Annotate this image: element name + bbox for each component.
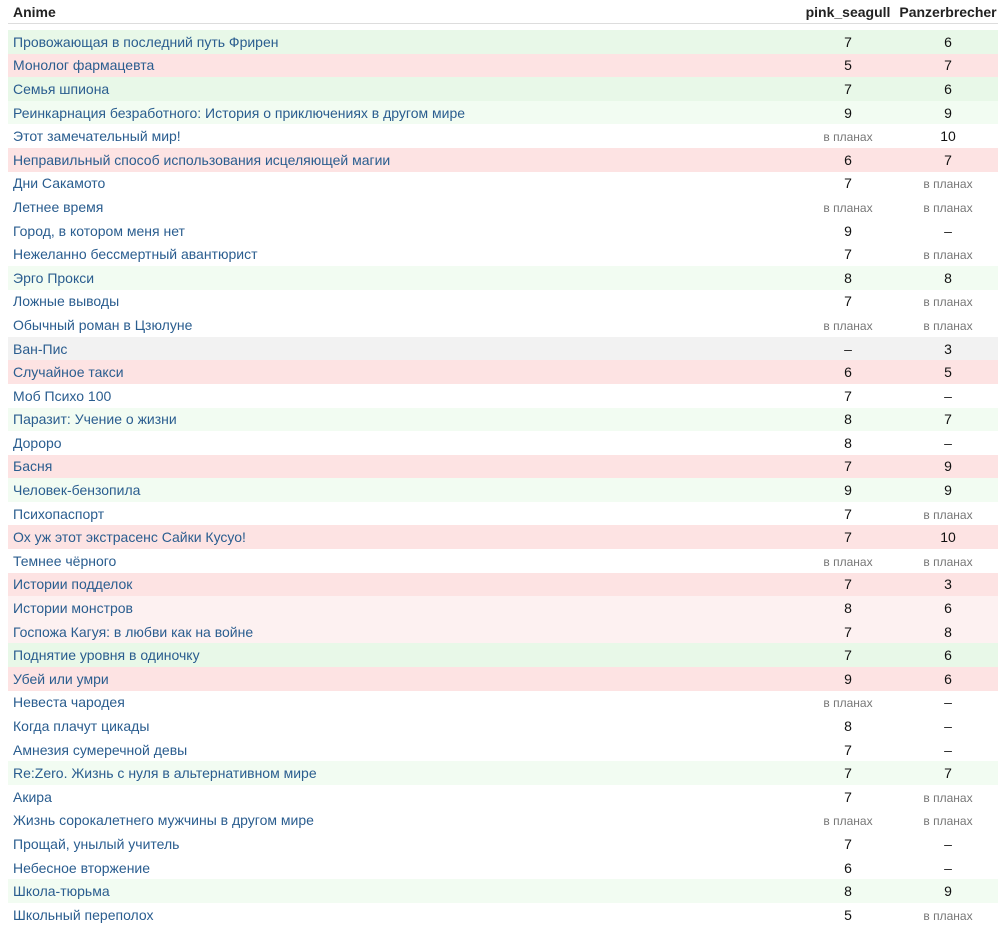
table-row — [8, 290, 998, 314]
score-value: 8 — [844, 411, 852, 428]
table-row — [8, 809, 998, 833]
anime-title-link[interactable]: Школа-тюрьма — [13, 883, 110, 900]
anime-title-link[interactable]: Провожающая в последний путь Фрирен — [13, 33, 279, 50]
score-value: в планах — [923, 318, 973, 333]
score-value: 3 — [944, 340, 952, 357]
score-value: – — [944, 222, 952, 239]
score-value: 8 — [844, 434, 852, 451]
score-value: 6 — [844, 859, 852, 876]
table-row — [8, 195, 998, 219]
score-user1 — [798, 718, 898, 734]
table-row — [8, 77, 998, 101]
score-value: 8 — [944, 623, 952, 640]
score-user1 — [798, 341, 898, 357]
column-header-user2[interactable]: Panzerbrecher — [899, 3, 997, 20]
score-user1 — [798, 742, 898, 758]
anime-title-link[interactable]: Обычный роман в Цзюлуне — [13, 316, 193, 333]
score-user2 — [898, 175, 998, 191]
score-value: 8 — [844, 718, 852, 735]
score-user2 — [898, 458, 998, 474]
score-user2 — [898, 907, 998, 923]
anime-title-link[interactable]: Монолог фармацевта — [13, 57, 155, 74]
score-user1 — [798, 883, 898, 899]
score-user2 — [898, 742, 998, 758]
table-row — [8, 360, 998, 384]
score-user2 — [898, 482, 998, 498]
score-value: в планах — [823, 554, 873, 569]
table-row — [8, 525, 998, 549]
anime-title-link[interactable]: Басня — [13, 458, 53, 475]
score-value: 6 — [844, 151, 852, 168]
score-value: 7 — [944, 411, 952, 428]
anime-title-link[interactable]: Человек-бензопила — [13, 482, 141, 499]
score-value: 9 — [844, 104, 852, 121]
table-row — [8, 124, 998, 148]
anime-title-link[interactable]: Школьный переполох — [13, 906, 154, 923]
score-value: – — [944, 741, 952, 758]
score-value: 7 — [844, 835, 852, 852]
score-user2 — [898, 529, 998, 545]
anime-title-link[interactable]: Госпожа Кагуя: в любви как на войне — [13, 623, 254, 640]
score-value: – — [844, 340, 852, 357]
score-value: 7 — [944, 765, 952, 782]
score-user1 — [798, 576, 898, 592]
score-user1 — [798, 388, 898, 404]
table-row — [8, 573, 998, 597]
table-row — [8, 478, 998, 502]
score-value: в планах — [823, 200, 873, 215]
anime-title-link[interactable]: Истории монстров — [13, 600, 133, 617]
table-row — [8, 384, 998, 408]
anime-title-link[interactable]: Этот замечательный мир! — [13, 128, 181, 145]
anime-title-link[interactable]: Моб Психо 100 — [13, 387, 112, 404]
score-user1 — [798, 270, 898, 286]
score-value: 6 — [944, 80, 952, 97]
score-user2 — [898, 624, 998, 640]
score-value: 9 — [944, 458, 952, 475]
table-row — [8, 714, 998, 738]
score-value: 9 — [944, 883, 952, 900]
table-row — [8, 856, 998, 880]
score-value: – — [944, 387, 952, 404]
score-value: 6 — [944, 670, 952, 687]
score-value: 5 — [944, 364, 952, 381]
score-value: 9 — [844, 670, 852, 687]
score-value: 9 — [844, 482, 852, 499]
table-row — [8, 455, 998, 479]
anime-title-link[interactable]: Город, в котором меня нет — [13, 222, 185, 239]
score-user1 — [798, 246, 898, 262]
score-value: 7 — [844, 623, 852, 640]
score-value: в планах — [923, 814, 973, 829]
table-row — [8, 30, 998, 54]
score-value: 7 — [844, 175, 852, 192]
score-value: 8 — [844, 883, 852, 900]
anime-title-link[interactable]: Прощай, унылый учитель — [13, 835, 180, 852]
score-user1 — [798, 458, 898, 474]
score-value: 8 — [844, 269, 852, 286]
score-user1 — [798, 317, 898, 333]
table-row — [8, 832, 998, 856]
score-user2 — [898, 128, 998, 144]
score-user1 — [798, 506, 898, 522]
table-row — [8, 502, 998, 526]
score-value: в планах — [923, 507, 973, 522]
score-value: 9 — [944, 482, 952, 499]
score-user2 — [898, 364, 998, 380]
anime-title-link[interactable]: Дни Сакамото — [13, 175, 106, 192]
score-user2 — [898, 860, 998, 876]
score-value: 10 — [940, 128, 956, 145]
table-row — [8, 219, 998, 243]
table-row — [8, 266, 998, 290]
anime-title-link[interactable]: Реинкарнация безработного: История о приключениях в другом мире — [13, 104, 466, 121]
score-value: в планах — [923, 295, 973, 310]
anime-title-link[interactable]: Re:Zero. Жизнь с нуля в альтернативном мире — [13, 765, 317, 782]
score-user1 — [798, 694, 898, 710]
score-user1 — [798, 647, 898, 663]
table-body — [8, 30, 998, 927]
score-value: 6 — [944, 33, 952, 50]
score-value: – — [944, 835, 952, 852]
anime-title-link[interactable]: Ох уж этот экстрасенс Сайки Кусуо! — [13, 529, 246, 546]
score-value: 7 — [844, 505, 852, 522]
score-value: 7 — [844, 741, 852, 758]
score-value: 8 — [844, 600, 852, 617]
table-row — [8, 242, 998, 266]
score-user2 — [898, 789, 998, 805]
anime-title-link[interactable]: Ван-Пис — [13, 340, 68, 357]
score-user2 — [898, 600, 998, 616]
table-row — [8, 738, 998, 762]
table-row — [8, 337, 998, 361]
score-user2 — [898, 270, 998, 286]
anime-title-link[interactable]: Истории подделок — [13, 576, 133, 593]
comparison-table — [8, 0, 998, 927]
score-user1 — [798, 435, 898, 451]
table-row — [8, 667, 998, 691]
score-user1 — [798, 482, 898, 498]
score-user1 — [798, 81, 898, 97]
score-value: 9 — [944, 104, 952, 121]
anime-title-link[interactable]: Дороро — [13, 434, 62, 451]
score-user1 — [798, 364, 898, 380]
score-value: 6 — [844, 364, 852, 381]
score-user1 — [798, 789, 898, 805]
table-row — [8, 148, 998, 172]
score-user2 — [898, 647, 998, 663]
score-user2 — [898, 576, 998, 592]
anime-title-link[interactable]: Акира — [13, 788, 52, 805]
score-value: в планах — [923, 790, 973, 805]
score-value: 7 — [944, 151, 952, 168]
table-row — [8, 691, 998, 715]
table-row — [8, 596, 998, 620]
anime-title-link[interactable]: Нежеланно бессмертный авантюрист — [13, 246, 258, 263]
score-user1 — [798, 175, 898, 191]
table-row — [8, 313, 998, 337]
score-value: в планах — [923, 554, 973, 569]
anime-title-link[interactable]: Убей или умри — [13, 670, 109, 687]
score-user1 — [798, 199, 898, 215]
score-user2 — [898, 105, 998, 121]
score-value: 3 — [944, 576, 952, 593]
score-value: – — [944, 694, 952, 711]
score-value: – — [944, 859, 952, 876]
score-value: 7 — [844, 576, 852, 593]
score-value: 7 — [844, 246, 852, 263]
score-user1 — [798, 600, 898, 616]
score-value: 7 — [844, 647, 852, 664]
table-row — [8, 172, 998, 196]
score-value: 8 — [944, 269, 952, 286]
score-user1 — [798, 34, 898, 50]
score-value: 7 — [844, 765, 852, 782]
anime-title-link[interactable]: Паразит: Учение о жизни — [13, 411, 177, 428]
score-value: в планах — [923, 908, 973, 923]
table-row — [8, 761, 998, 785]
table-row — [8, 408, 998, 432]
table-row — [8, 879, 998, 903]
score-value: – — [944, 718, 952, 735]
table-row — [8, 620, 998, 644]
score-value: – — [944, 434, 952, 451]
score-value: 7 — [844, 458, 852, 475]
score-value: 7 — [844, 387, 852, 404]
score-user2 — [898, 411, 998, 427]
score-value: 6 — [944, 647, 952, 664]
anime-title-link[interactable]: Жизнь сорокалетнего мужчины в другом мире — [13, 812, 314, 829]
score-value: 7 — [844, 788, 852, 805]
score-user2 — [898, 341, 998, 357]
anime-title-link[interactable]: Эрго Прокси — [13, 269, 95, 286]
score-user1 — [798, 529, 898, 545]
anime-title-link[interactable]: Летнее время — [13, 198, 104, 215]
table-row — [8, 431, 998, 455]
score-user1 — [798, 624, 898, 640]
table-header — [8, 0, 998, 24]
anime-title-link[interactable]: Небесное вторжение — [13, 859, 151, 876]
score-user1 — [798, 105, 898, 121]
score-user2 — [898, 765, 998, 781]
score-user1 — [798, 411, 898, 427]
table-row — [8, 643, 998, 667]
score-user2 — [898, 506, 998, 522]
score-user2 — [898, 317, 998, 333]
anime-title-link[interactable]: Ложные выводы — [13, 293, 120, 310]
score-user2 — [898, 246, 998, 262]
score-user1 — [798, 907, 898, 923]
score-user1 — [798, 553, 898, 569]
anime-title-link[interactable]: Когда плачут цикады — [13, 718, 150, 735]
score-value: в планах — [823, 814, 873, 829]
anime-title-link[interactable]: Амнезия сумеречной девы — [13, 741, 188, 758]
score-value: 7 — [844, 33, 852, 50]
score-value: в планах — [923, 177, 973, 192]
score-user1 — [798, 765, 898, 781]
table-row — [8, 101, 998, 125]
anime-title-link[interactable]: Темнее чёрного — [13, 552, 117, 569]
score-user1 — [798, 152, 898, 168]
score-user1 — [798, 812, 898, 828]
score-user2 — [898, 199, 998, 215]
anime-title-link[interactable]: Невеста чародея — [13, 694, 125, 711]
score-value: 9 — [844, 222, 852, 239]
score-value: 7 — [844, 529, 852, 546]
score-user1 — [798, 860, 898, 876]
score-user2 — [898, 57, 998, 73]
score-user2 — [898, 34, 998, 50]
score-user2 — [898, 152, 998, 168]
score-value: 5 — [844, 57, 852, 74]
score-value: 7 — [844, 80, 852, 97]
score-value: 7 — [944, 57, 952, 74]
anime-title-link[interactable]: Психопаспорт — [13, 505, 105, 522]
table-row — [8, 903, 998, 927]
anime-title-link[interactable]: Случайное такси — [13, 364, 124, 381]
score-value: в планах — [823, 696, 873, 711]
table-row — [8, 54, 998, 78]
score-user2 — [898, 671, 998, 687]
score-user2 — [898, 694, 998, 710]
score-value: 6 — [944, 600, 952, 617]
table-row — [8, 549, 998, 573]
score-value: 5 — [844, 906, 852, 923]
score-user2 — [898, 836, 998, 852]
score-user1 — [798, 223, 898, 239]
score-value: 7 — [844, 293, 852, 310]
score-user2 — [898, 718, 998, 734]
score-value: 10 — [940, 529, 956, 546]
score-user2 — [898, 293, 998, 309]
score-user2 — [898, 81, 998, 97]
score-user2 — [898, 435, 998, 451]
score-user1 — [798, 671, 898, 687]
score-value: в планах — [923, 200, 973, 215]
column-header-anime[interactable]: Anime — [13, 3, 56, 20]
score-user2 — [898, 388, 998, 404]
score-user2 — [898, 812, 998, 828]
table-row — [8, 785, 998, 809]
anime-title-link[interactable]: Поднятие уровня в одиночку — [13, 647, 200, 664]
anime-title-link[interactable]: Неправильный способ использования исцеляющей магии — [13, 151, 391, 168]
score-user1 — [798, 293, 898, 309]
score-user2 — [898, 223, 998, 239]
score-user2 — [898, 883, 998, 899]
score-user1 — [798, 128, 898, 144]
score-value: в планах — [823, 318, 873, 333]
column-header-user1[interactable]: pink_seagull — [805, 3, 891, 20]
score-value: в планах — [923, 248, 973, 263]
score-value: в планах — [823, 130, 873, 145]
score-user2 — [898, 553, 998, 569]
score-user1 — [798, 836, 898, 852]
anime-title-link[interactable]: Семья шпиона — [13, 80, 110, 97]
score-user1 — [798, 57, 898, 73]
